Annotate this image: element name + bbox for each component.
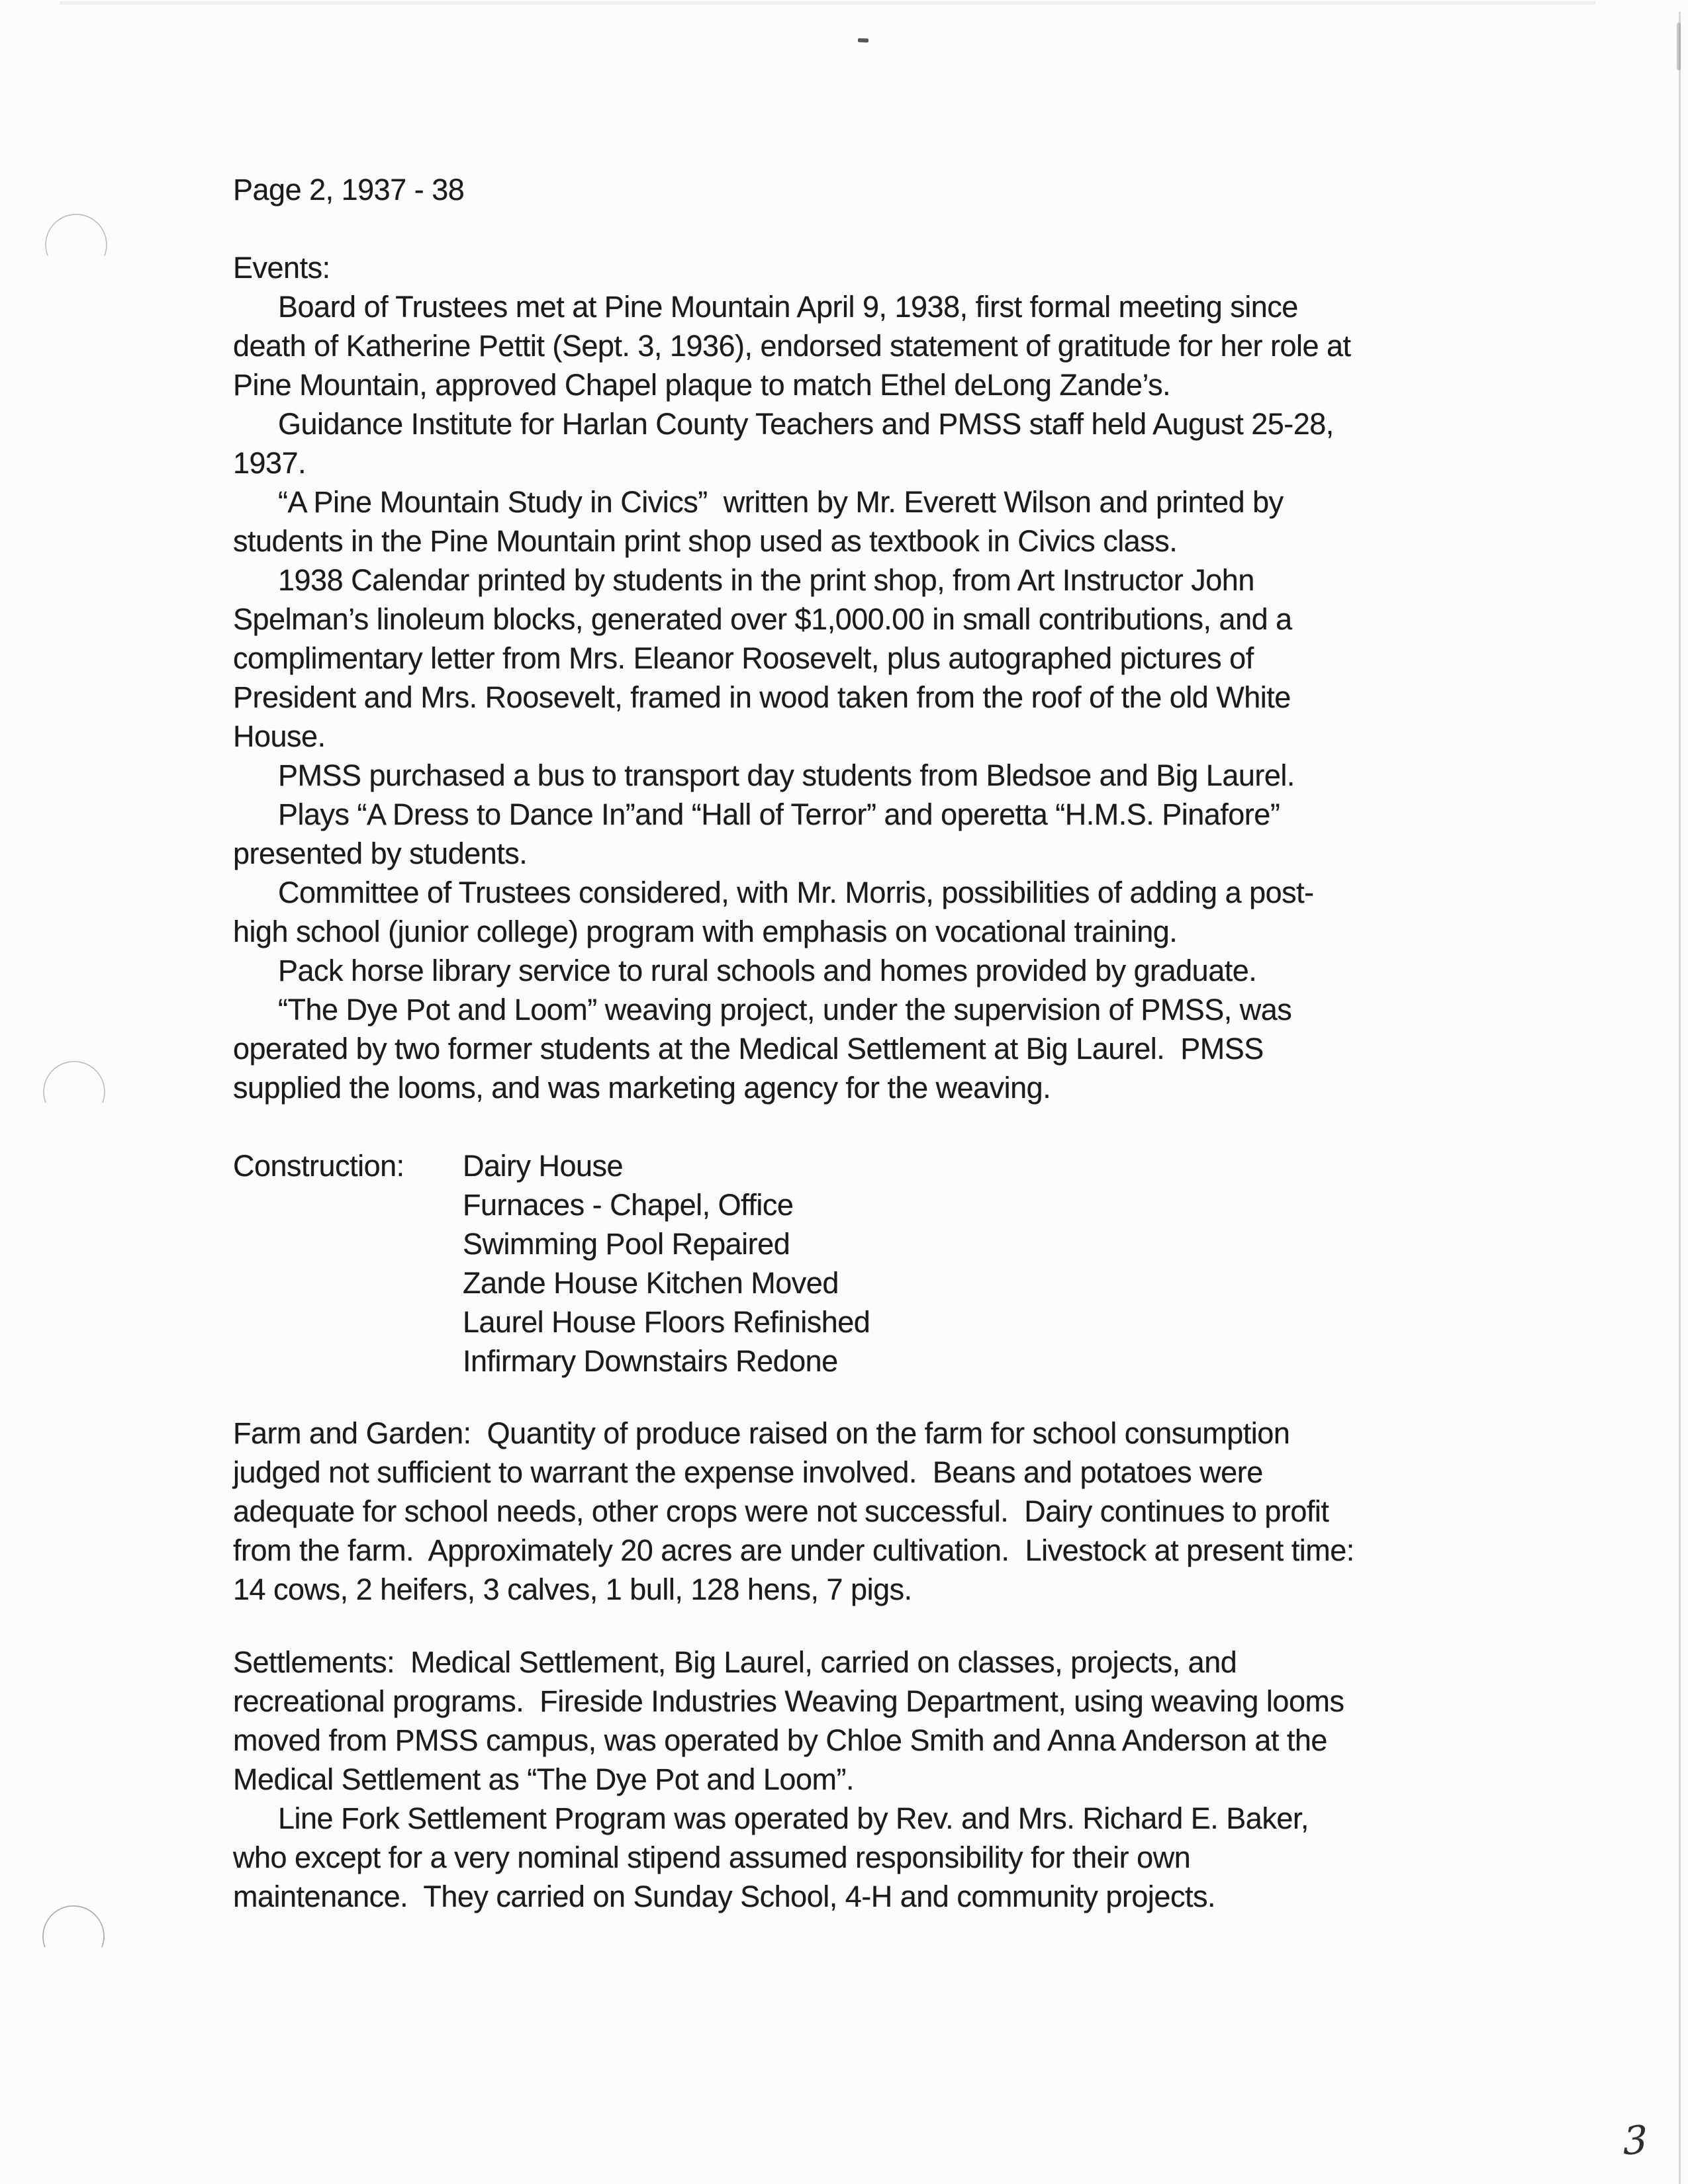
events-paragraphs [233,287,1557,1107]
text-line: Board of Trustees met at Pine Mountain April 9, 1938, first formal meeting since [278,290,1298,324]
text-line: 1937. [233,446,306,480]
text-line: judged not sufficient to warrant the expense involved. Beans and potatoes were [233,1455,1263,1489]
text-line: Guidance Institute for Harlan County Teachers and PMSS staff held August 25-28, [278,407,1334,441]
scan-edge-line [1679,12,1681,2184]
farm-and-garden-section [233,1414,1557,1609]
text-line: PMSS purchased a bus to transport day students from Bledsoe and Big Laurel. [278,758,1295,792]
text-line: recreational programs. Fireside Industries Weaving Department, using weaving looms [233,1684,1344,1718]
hole-punch-mark [43,212,109,278]
text-line: President and Mrs. Roosevelt, framed in wood taken from the roof of the old White [233,680,1291,714]
text-line: high school (junior college) program with emphasis on vocational training. [233,915,1178,948]
text-line: maintenance. They carried on Sunday School, 4-H and community projects. [233,1880,1215,1913]
text-line: death of Katherine Pettit (Sept. 3, 1936), endorsed statement of gratitude for her role at [233,329,1351,363]
text-line: Plays “A Dress to Dance In”and “Hall of Terror” and operetta “H.M.S. Pinafore” [278,797,1280,831]
text-line: Furnaces - Chapel, Office [463,1188,794,1222]
scan-top-streak [60,1,1595,5]
page-title: Page 2, 1937 - 38 [233,173,465,206]
construction-items [463,1146,1557,1381]
settlements-section [233,1643,1557,1916]
text-line: Farm and Garden: Quantity of produce raised on the farm for school consumption [233,1416,1290,1450]
text-line: Settlements: Medical Settlement, Big Laurel, carried on classes, projects, and [233,1645,1237,1679]
text-line: Medical Settlement as “The Dye Pot and Loom”. [233,1762,854,1796]
text-line: Pack horse library service to rural schools and homes provided by graduate. [278,954,1257,987]
text-line: Infirmary Downstairs Redone [463,1344,838,1378]
text-line: operated by two former students at the Medical Settlement at Big Laurel. PMSS [233,1032,1264,1066]
construction-label: Construction: [233,1149,404,1183]
text-line: Swimming Pool Repaired [463,1227,790,1261]
text-line: students in the Pine Mountain print shop used as textbook in Civics class. [233,524,1178,558]
text-line: moved from PMSS campus, was operated by Chloe Smith and Anna Anderson at the [233,1723,1327,1757]
typed-text-area [233,170,1557,1916]
text-line: 1938 Calendar printed by students in the print shop, from Art Instructor John [278,563,1254,597]
text-line: supplied the looms, and was marketing agency for the weaving. [233,1071,1051,1105]
scan-speck [858,38,868,43]
text-line: Line Fork Settlement Program was operated by Rev. and Mrs. Richard E. Baker, [278,1801,1309,1835]
text-line: Zande House Kitchen Moved [463,1266,839,1300]
text-line: “A Pine Mountain Study in Civics” written by Mr. Everett Wilson and printed by [278,485,1284,519]
text-line: adequate for school needs, other crops were not successful. Dairy continues to profit [233,1494,1329,1528]
hole-punch-mark [41,1059,107,1125]
construction-section [233,1146,1557,1381]
text-line: “The Dye Pot and Loom” weaving project, under the supervision of PMSS, was [278,993,1292,1026]
events-heading: Events: [233,251,330,285]
handwritten-page-number: 3 [1622,2116,1648,2164]
hole-punch-mark [40,1903,107,1970]
text-line: 14 cows, 2 heifers, 3 calves, 1 bull, 128 hens, 7 pigs. [233,1572,912,1606]
text-line: Pine Mountain, approved Chapel plaque to match Ethel deLong Zande’s. [233,368,1171,402]
text-line: House. [233,719,326,753]
text-line: presented by students. [233,837,528,870]
text-line: Spelman’s linoleum blocks, generated over $1,000.00 in small contributions, and a [233,602,1292,636]
text-line: Committee of Trustees considered, with Mr. Morris, possibilities of adding a post- [278,876,1314,909]
text-line: complimentary letter from Mrs. Eleanor Roosevelt, plus autographed pictures of [233,641,1254,675]
text-line: Dairy House [463,1149,624,1183]
text-line: Laurel House Floors Refinished [463,1305,870,1339]
text-line: from the farm. Approximately 20 acres are under cultivation. Livestock at present time: [233,1533,1354,1567]
text-line: who except for a very nominal stipend assumed responsibility for their own [233,1841,1191,1874]
scan-edge-smudge [1677,23,1681,70]
